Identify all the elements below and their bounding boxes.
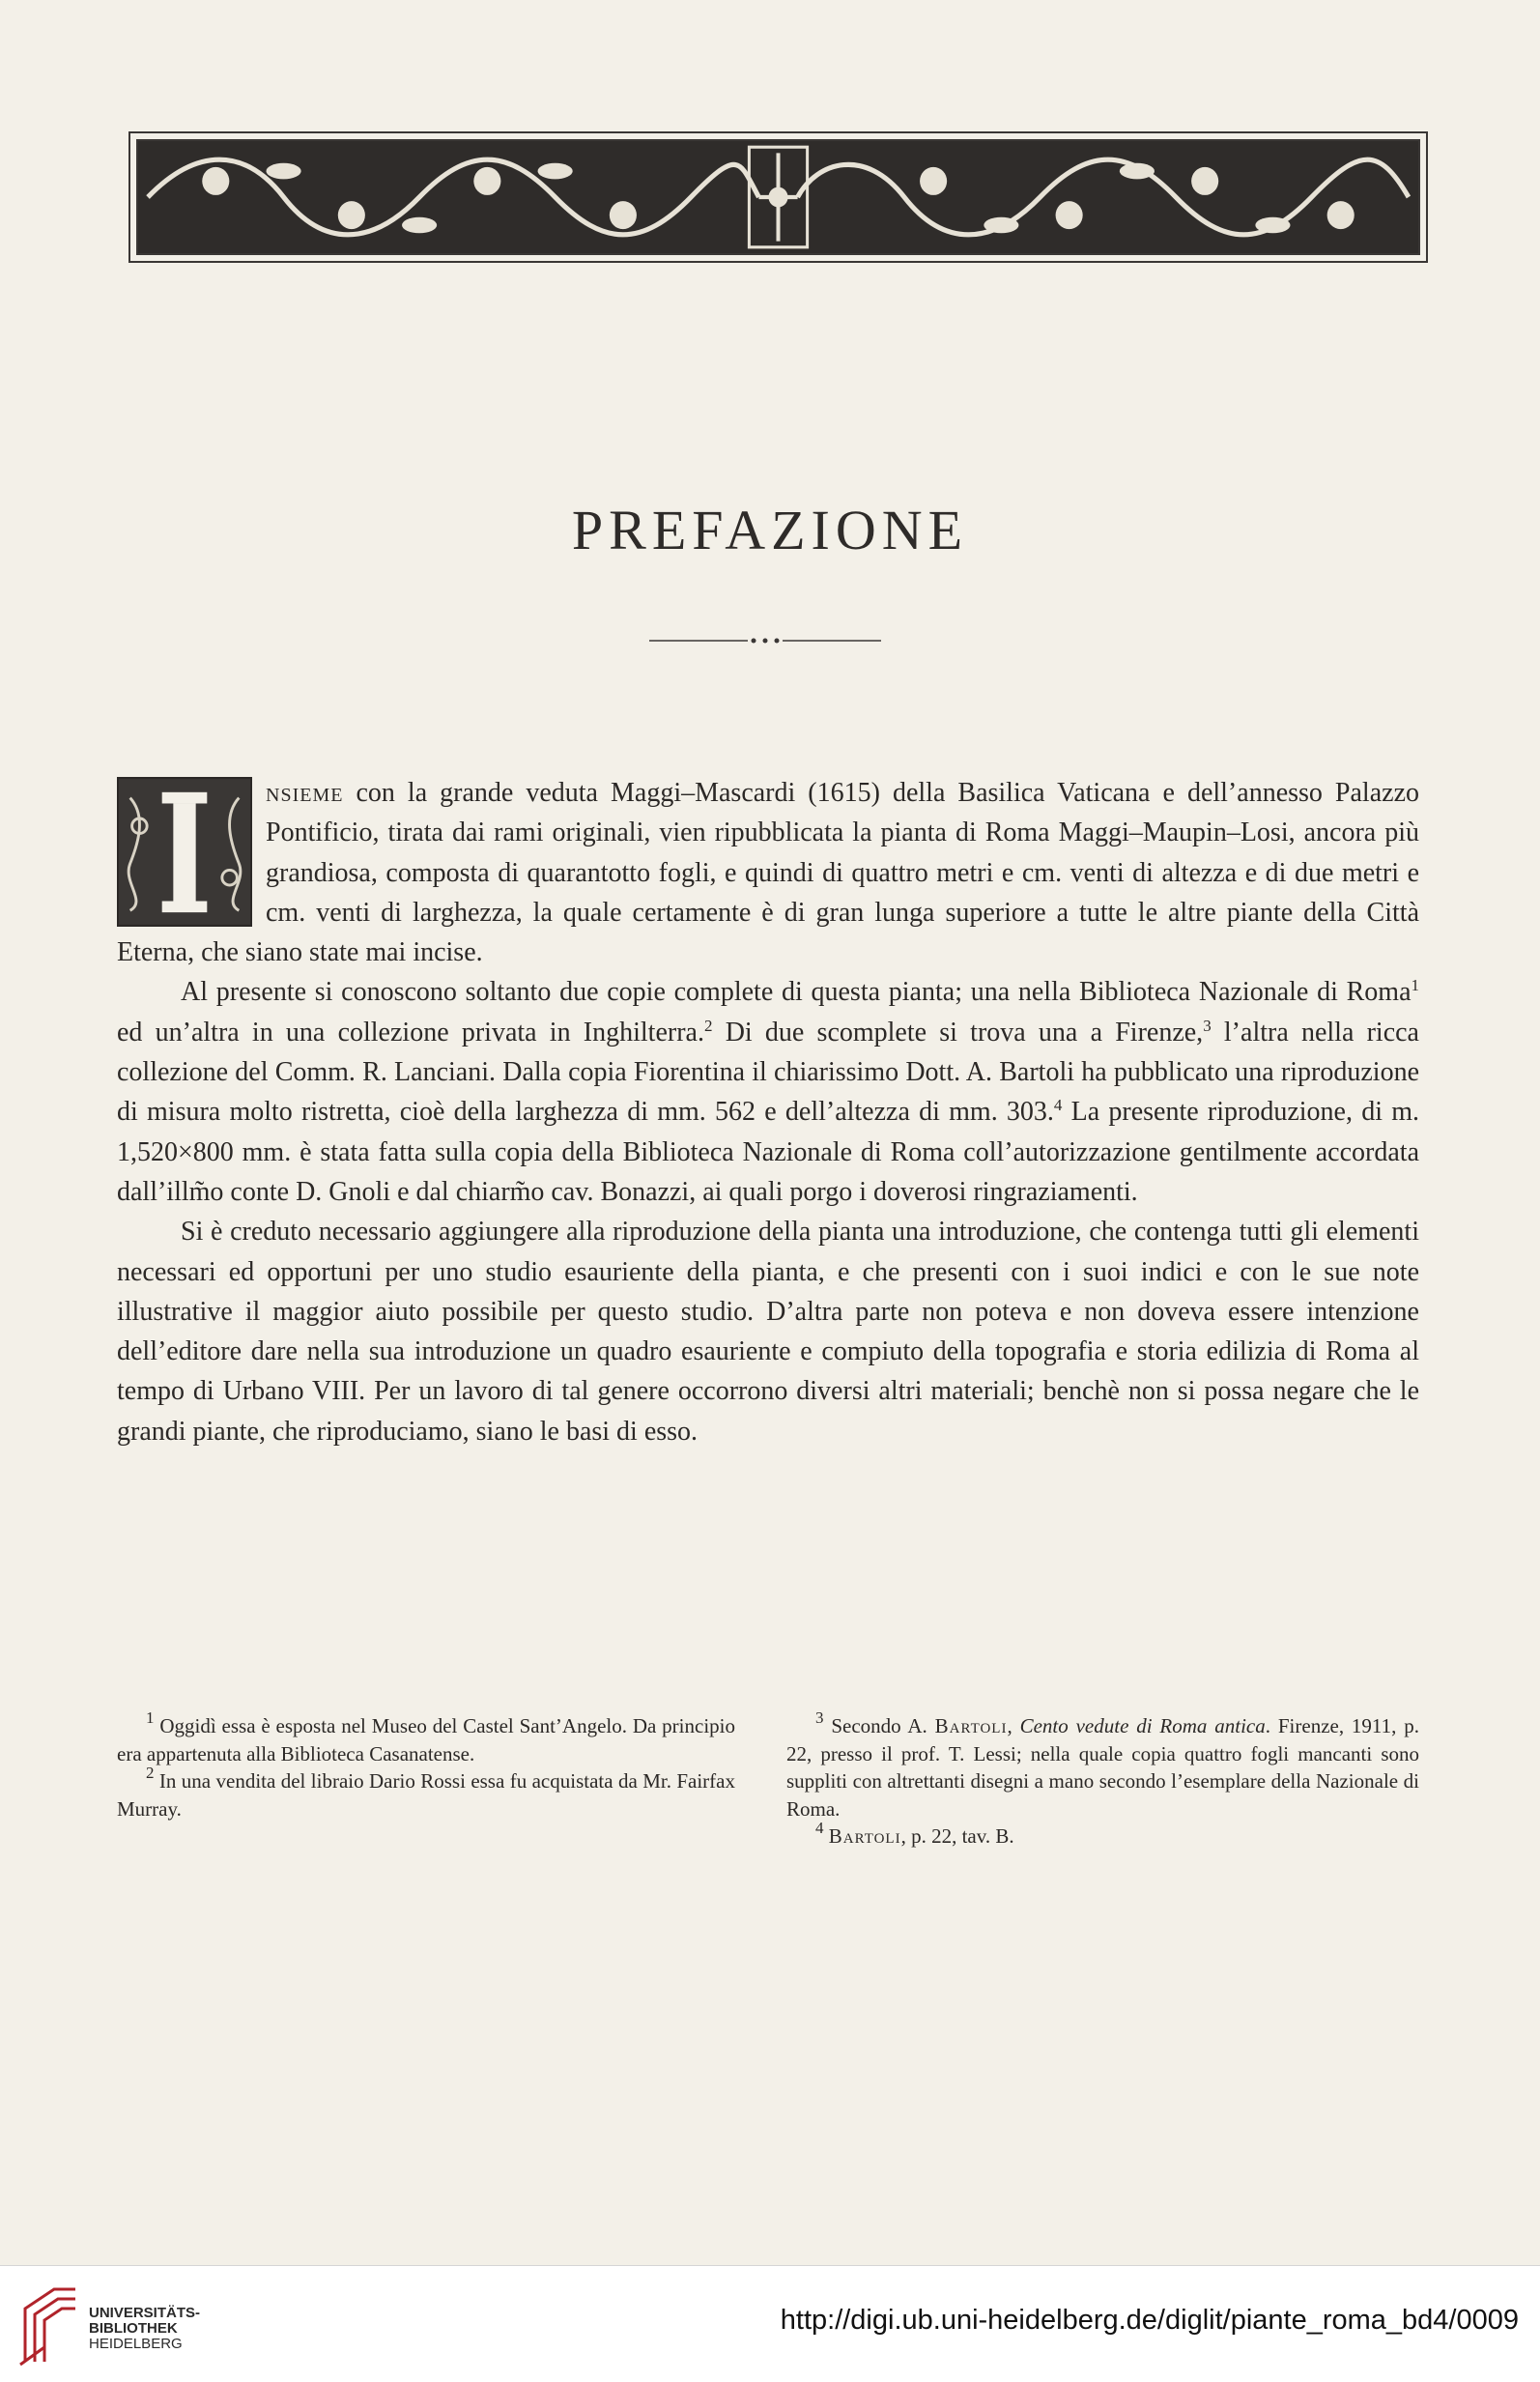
paragraph-1	[117, 773, 1419, 972]
footnote-3-author: Bartoli	[934, 1714, 1008, 1737]
footnote-2-mark: 2	[146, 1764, 155, 1782]
footnote-ref-2[interactable]: 2	[703, 1016, 713, 1035]
paragraph-3: Si è creduto necessario aggiungere alla riproduzione della pianta una introduzione, che contenga tutti gli elementi necessari ed opportuni per uno studio esauriente della pianta, e che presenti con i suoi indici e con le sue note illustrative il maggior aiuto possibile per questo studio. D’altra parte non poteva e non doveva essere intenzione dell’editore dare nella sua introduzione un quadro esauriente e compiuto della topografia e storia edilizia di Roma al tempo di Urbano VIII. Per un lavoro di tal genere occorrono diversi altri materiali; benchè non si possa negare che le grandi piante, che riproduciamo, siano le basi di esso.	[117, 1217, 1419, 1447]
footnote-3-text-b: ,	[1007, 1714, 1020, 1737]
paragraph-2	[117, 972, 1419, 1212]
preface-body	[117, 773, 1419, 1451]
paragraph-2-text-b: ed un’altra in una collezione privata in Inghilterra.	[117, 1017, 704, 1048]
permalink-link[interactable]: http://digi.ub.uni-heidelberg.de/diglit/piante_roma_bd4/0009	[780, 2305, 1519, 2336]
footnote-1-text: Oggidì essa è esposta nel Museo del Castel Sant’Angelo. Da principio era appartenuta alla Biblioteca Casanatense.	[117, 1714, 735, 1765]
paragraph-2-text-d: l’altra nella ricca collezione del Comm. R. Lanciani. Dalla copia Fiorentina il chiarissimo Dott. A. Bartoli ha pubblicato una riproduzione di misura molto ristretta, cioè della larghezza di mm. 562 e dell’altezza di mm. 303.	[117, 1017, 1419, 1128]
footnote-3	[786, 1708, 1420, 1822]
viewer-footer	[0, 2265, 1540, 2382]
library-name-line-2: BIBLIOTHEK	[89, 2320, 178, 2337]
footnote-1-mark: 1	[146, 1708, 155, 1727]
ornamental-headpiece	[128, 131, 1428, 263]
footnote-1	[117, 1708, 735, 1767]
first-word: nsieme	[266, 778, 344, 808]
footnote-3-text-a: Secondo A.	[823, 1714, 935, 1737]
footnote-4-mark: 4	[815, 1819, 824, 1837]
footnote-4-text: , p. 22, tav. B.	[900, 1824, 1014, 1848]
paragraph-2-text-a: Al presente si conoscono soltanto due copie complete di questa pianta; una nella Biblioteca Nazionale di Roma	[181, 977, 1412, 1008]
footnote-4-author: Bartoli	[828, 1824, 901, 1848]
footnote-3-title: Cento vedute di Roma antica	[1019, 1714, 1266, 1737]
decorated-initial	[117, 777, 252, 927]
footnotes-right	[786, 1708, 1420, 1851]
paragraph-2-text-c: Di due scomplete si trova una a Firenze,	[712, 1017, 1204, 1048]
footnotes-left	[117, 1708, 735, 1822]
three-dot-divider-icon	[649, 636, 881, 646]
library-name-line-3: HEIDELBERG	[89, 2336, 183, 2352]
footnote-4	[786, 1819, 1419, 1851]
library-name-line-1: UNIVERSITÄTS-	[89, 2305, 201, 2321]
footnote-2	[117, 1764, 735, 1822]
ornament-vine-icon	[138, 141, 1418, 253]
paragraph-1-text: con la grande veduta Maggi–Mascardi (1615) della Basilica Vaticana e dell’annesso Palazzo Pontificio, tirata dai rami originali, vien ripubblicata la pianta di Roma Maggi–Maupin–Losi, ancora più grandiosa, composta di quarantotto fogli, e quindi di quattro metri e cm. venti di altezza e di due metri e cm. venti di larghezza, la quale certamente è di gran lunga superiore a tutte le altre piante della Città Eterna, che siano state mai incise.	[117, 778, 1419, 968]
paragraph-2-text-e: La presente riproduzione, di m. 1,520×800 mm. è stata fatta sulla copia della Biblioteca Nazionale di Roma coll’autorizzazione gentilmente accordata dall’illm̃o conte D. Gnoli e dal chiarm̃o cav. Bonazzi, ai quali porgo i doverosi ringraziamenti.	[117, 1097, 1419, 1207]
ub-heidelberg-logo-icon[interactable]	[15, 2280, 81, 2367]
footnote-ref-1[interactable]: 1	[1411, 976, 1419, 995]
footnote-2-text: In una vendita del libraio Dario Rossi essa fu acquistata da Mr. Fairfax Murray.	[117, 1769, 735, 1821]
page-title: PREFAZIONE	[571, 499, 969, 561]
footnote-3-mark: 3	[815, 1708, 824, 1727]
library-name	[89, 2306, 200, 2352]
footnote-3-text-c: . Firenze, 1911, p. 22, presso il prof. T. Lessi; nella quale copia quattro fogli mancanti sono suppliti con altrettanti disegni a mano secondo l’esemplare della Nazionale di Roma.	[786, 1714, 1420, 1821]
initial-letter-i-icon	[119, 779, 250, 925]
footnote-ref-3[interactable]: 3	[1203, 1016, 1212, 1035]
footnote-ref-4[interactable]: 4	[1053, 1096, 1063, 1115]
permalink	[781, 2305, 1519, 2337]
